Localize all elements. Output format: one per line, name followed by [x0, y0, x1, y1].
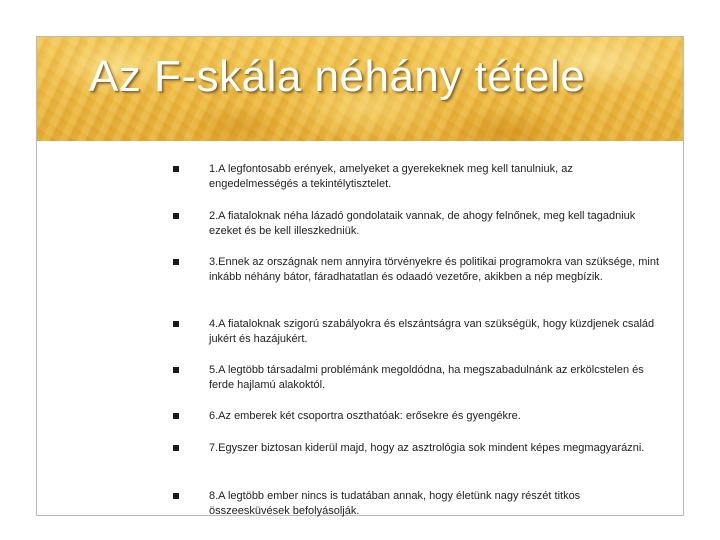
slide-frame [36, 36, 684, 516]
bullet-text: 7.Egyszer biztosan kiderül majd, hogy az asztrológia sok mindent képes megmagyarázni. [209, 442, 645, 454]
bullet-text: 2.A fiataloknak néha lázadó gondolataik vannak, de ahogy felnőnek, meg kell tagadniuk ezeket és be kell illeszkedniük. [209, 210, 636, 237]
square-bullet-icon [173, 445, 179, 451]
bullet-text: 8.A legtöbb ember nincs is tudatában annak, hogy életünk nagy részét titkos összeesküvések befolyásolják. [209, 490, 581, 517]
slide-title: Az F-skála néhány tétele [89, 52, 586, 101]
square-bullet-icon [173, 493, 179, 499]
bullet-text: 3.Ennek az országnak nem annyira törvényekre és politikai programokra van szüksége, mint inkább néhány bátor, fáradhatatlan és odaadó vezetőre, akikben a nép megbízik. [209, 256, 660, 283]
bullet-text: 1.A legfontosabb erények, amelyeket a gyerekeknek meg kell tanulniuk, az engedelmességés a tekintélytisztelet. [209, 163, 573, 190]
bullet-text: 4.A fiataloknak szigorú szabályokra és elszántságra van szükségük, hogy küzdjenek család jukért és hazájukért. [209, 318, 655, 345]
square-bullet-icon [173, 321, 179, 327]
title-banner [37, 37, 683, 141]
square-bullet-icon [173, 213, 179, 219]
bullet-text: 6.Az emberek két csoportra oszthatóak: erősekre és gyengékre. [209, 410, 521, 422]
square-bullet-icon [173, 367, 179, 373]
square-bullet-icon [173, 259, 179, 265]
bullet-text: 5.A legtöbb társadalmi problémánk megoldódna, ha megszabadulnánk az erkölcstelen és ferde hajlamú alakoktól. [209, 364, 644, 391]
square-bullet-icon [173, 166, 179, 172]
square-bullet-icon [173, 413, 179, 419]
